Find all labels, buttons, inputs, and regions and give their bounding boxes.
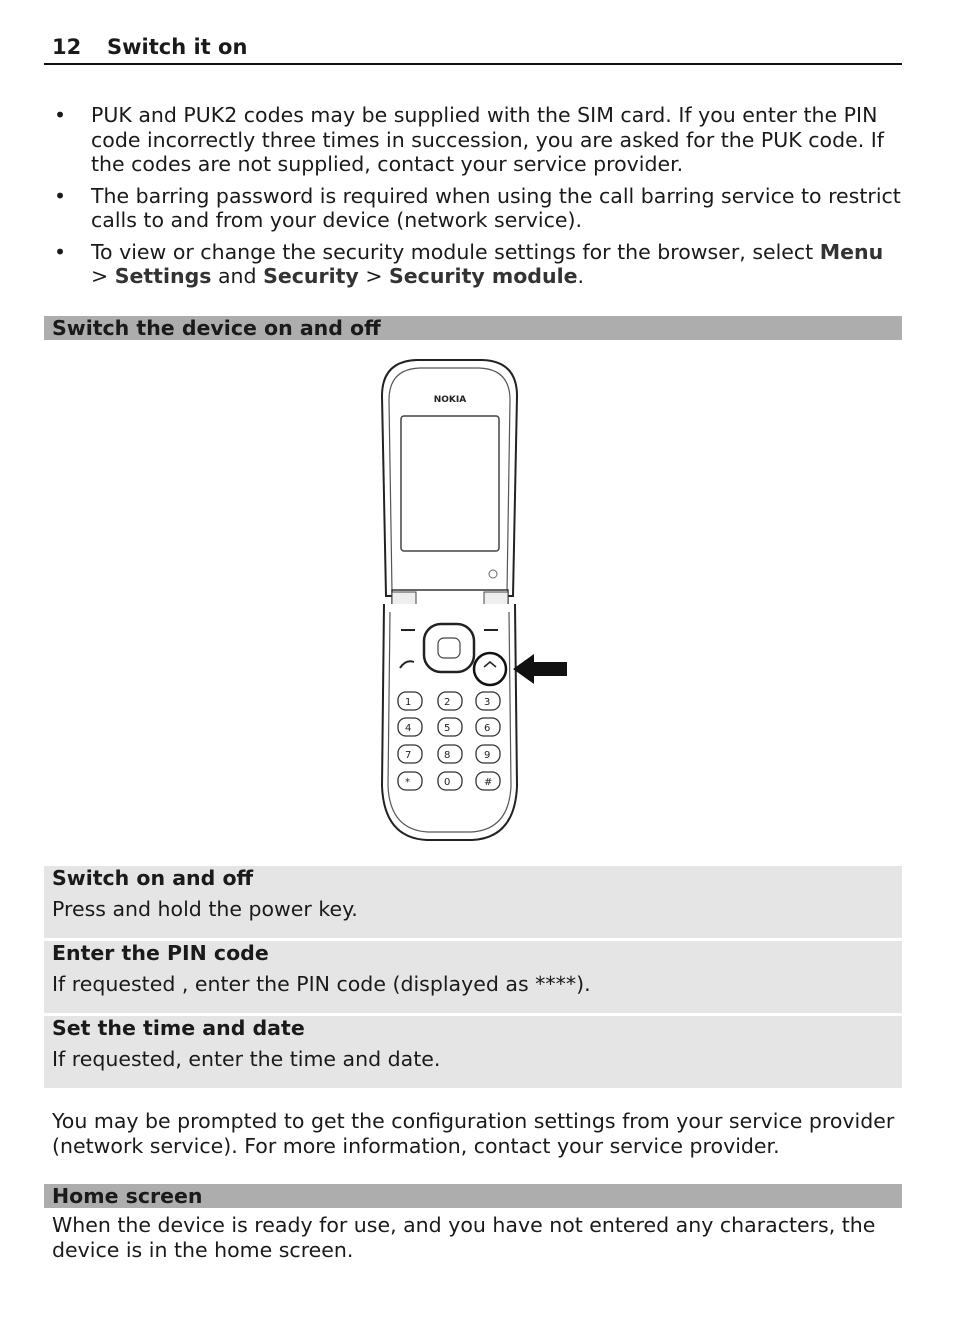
key-4: 4: [405, 723, 412, 734]
menu-path-security-module: Security module: [389, 264, 578, 288]
home-screen-paragraph: When the device is ready for use, and you have not entered any characters, the device is in the home screen.: [52, 1213, 876, 1262]
key-0: 0: [444, 777, 451, 788]
list-item: [44, 184, 902, 233]
bullet-dot-icon: •: [54, 183, 67, 208]
bullet-list: [44, 103, 902, 296]
page-number: 12: [52, 35, 82, 59]
step-title: Enter the PIN code: [52, 941, 269, 965]
menu-path-settings: Settings: [114, 264, 212, 288]
page-header: [44, 35, 902, 65]
phone-screen: [401, 416, 499, 551]
key-star: *: [405, 777, 410, 788]
step-row: [44, 866, 902, 938]
arrow-icon: [513, 654, 567, 684]
section-heading-switch: Switch the device on and off: [44, 316, 902, 340]
key-8: 8: [444, 750, 451, 761]
list-item: [44, 240, 902, 289]
connector-text: and: [211, 264, 264, 288]
step-title: Switch on and off: [52, 866, 254, 890]
bullet-dot-icon: •: [54, 103, 67, 127]
list-item: [44, 103, 902, 177]
key-3: 3: [484, 697, 491, 708]
key-9: 9: [484, 750, 491, 761]
step-body: If requested , enter the PIN code (displayed as ****).: [52, 972, 591, 996]
step-body: Press and hold the power key.: [52, 897, 358, 921]
phone-illustration: [372, 356, 572, 846]
key-6: 6: [484, 723, 491, 734]
config-paragraph: You may be prompted to get the configuration settings from your service provider (network service). For more information, contact your service provider.: [52, 1109, 895, 1158]
key-1: 1: [405, 697, 412, 708]
menu-path-security: Security: [263, 264, 359, 288]
menu-path-menu: Menu: [819, 239, 884, 264]
bullet-text: The barring password is required when using the call barring service to restrict calls to and from your device (network service).: [91, 183, 901, 232]
bullet-text: To view or change the security module settings for the browser, select: [91, 239, 820, 264]
step-row: [44, 1016, 902, 1088]
bullet-text: PUK and PUK2 codes may be supplied with the SIM card. If you enter the PIN code incorrectly three times in succession, you are asked for the PUK code. If the codes are not supplied, contact your service provider.: [91, 103, 884, 176]
step-title: Set the time and date: [52, 1016, 305, 1040]
sentence-end: .: [577, 264, 585, 288]
bullet-dot-icon: •: [54, 239, 67, 264]
key-hash: #: [484, 777, 493, 788]
path-separator: >: [358, 264, 390, 288]
key-7: 7: [405, 750, 412, 761]
section-heading-home: Home screen: [44, 1184, 902, 1208]
steps-table: [44, 866, 902, 1091]
chapter-title: Switch it on: [107, 35, 248, 59]
path-separator: >: [91, 264, 115, 288]
step-row: [44, 941, 902, 1013]
brand-logo: NOKIA: [433, 395, 467, 405]
step-body: If requested, enter the time and date.: [52, 1047, 441, 1071]
power-key-highlight: [474, 653, 506, 685]
key-2: 2: [444, 697, 451, 708]
key-5: 5: [444, 723, 451, 734]
